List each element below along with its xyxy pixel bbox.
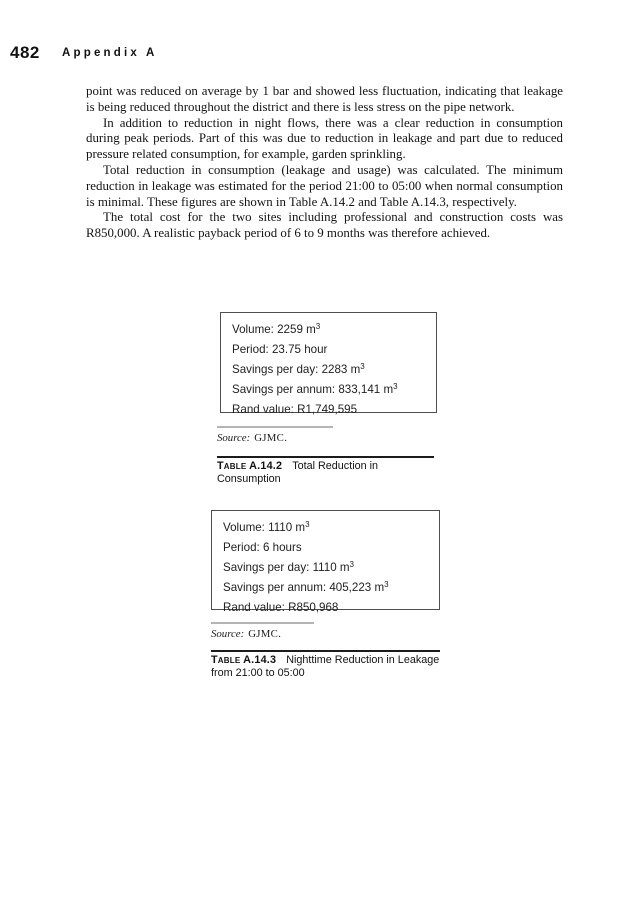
running-head: Appendix A — [62, 47, 158, 59]
body-paragraph: In addition to reduction in night flows, there was a clear reduction in consumption during peak periods. Part of this was due to reduction in leakage and part due to reduced pressure related consumption, for example, garden sprinkling. — [86, 115, 563, 162]
table-row: Savings per day: 1110 $m^3$ — [223, 560, 354, 574]
table-row: Period: 23.75 hour — [232, 343, 328, 356]
superscript: 3 — [349, 560, 354, 569]
table-row: Savings per annum: 833,141 $m^3$ — [232, 382, 398, 396]
source-note — [217, 432, 287, 444]
superscript: 3 — [315, 322, 321, 331]
table-caption — [211, 654, 445, 679]
table-row: Savings per annum: 405,223 $m^3$ — [223, 580, 389, 594]
table-row: Volume: 1110 $m^3$ — [223, 520, 310, 534]
source-separator-rule — [217, 426, 333, 428]
table-row: Volume: 2259 $m^3$ — [232, 322, 321, 336]
superscript: 3 — [360, 362, 365, 371]
superscript: 3 — [384, 580, 389, 589]
source-value: GJMC. — [254, 432, 288, 444]
data-box-total-reduction — [220, 312, 437, 416]
body-paragraph: point was reduced on average by 1 bar and showed less fluctuation, indicating that leakage is being reduced throughout the district and there is less stress on the pipe network. — [86, 84, 563, 114]
superscript: 3 — [393, 382, 398, 391]
source-label: Source: — [217, 432, 251, 444]
caption-label: Table A.14.3 — [211, 654, 277, 666]
caption-label: Table A.14.2 — [217, 460, 283, 472]
body-paragraph: The total cost for the two sites including professional and construction costs was R850,000. A realistic payback period of 6 to 9 months was therefore achieved. — [86, 210, 563, 241]
caption-separator-rule — [217, 456, 434, 458]
table-row: Rand value: R1,749,595 — [232, 403, 358, 416]
caption-text: Nighttime Reduction in Leakage from 21:00 to 05:00 — [211, 654, 440, 679]
caption-text: Total Reduction in Consumption — [217, 460, 379, 485]
source-separator-rule — [211, 622, 314, 624]
table-row: Rand value: R850,968 — [223, 601, 339, 614]
caption-separator-rule — [211, 650, 440, 652]
body-text-block — [86, 84, 563, 242]
table-row: Period: 6 hours — [223, 541, 302, 554]
source-note — [211, 628, 281, 640]
source-label: Source: — [211, 628, 245, 640]
data-box-nighttime-reduction — [211, 510, 440, 614]
source-value: GJMC. — [248, 628, 282, 640]
body-paragraph: Total reduction in consumption (leakage and usage) was calculated. The minimum reduction in leakage was estimated for the period 21:00 to 05:00 when normal consumption is minimal. These figures are shown in Table A.14.2 and Table A.14.3, respectively. — [86, 162, 563, 209]
table-row: Savings per day: 2283 $m^3$ — [232, 362, 365, 376]
table-caption — [217, 460, 441, 485]
superscript: 3 — [305, 520, 310, 529]
page-number: 482 — [10, 43, 40, 62]
